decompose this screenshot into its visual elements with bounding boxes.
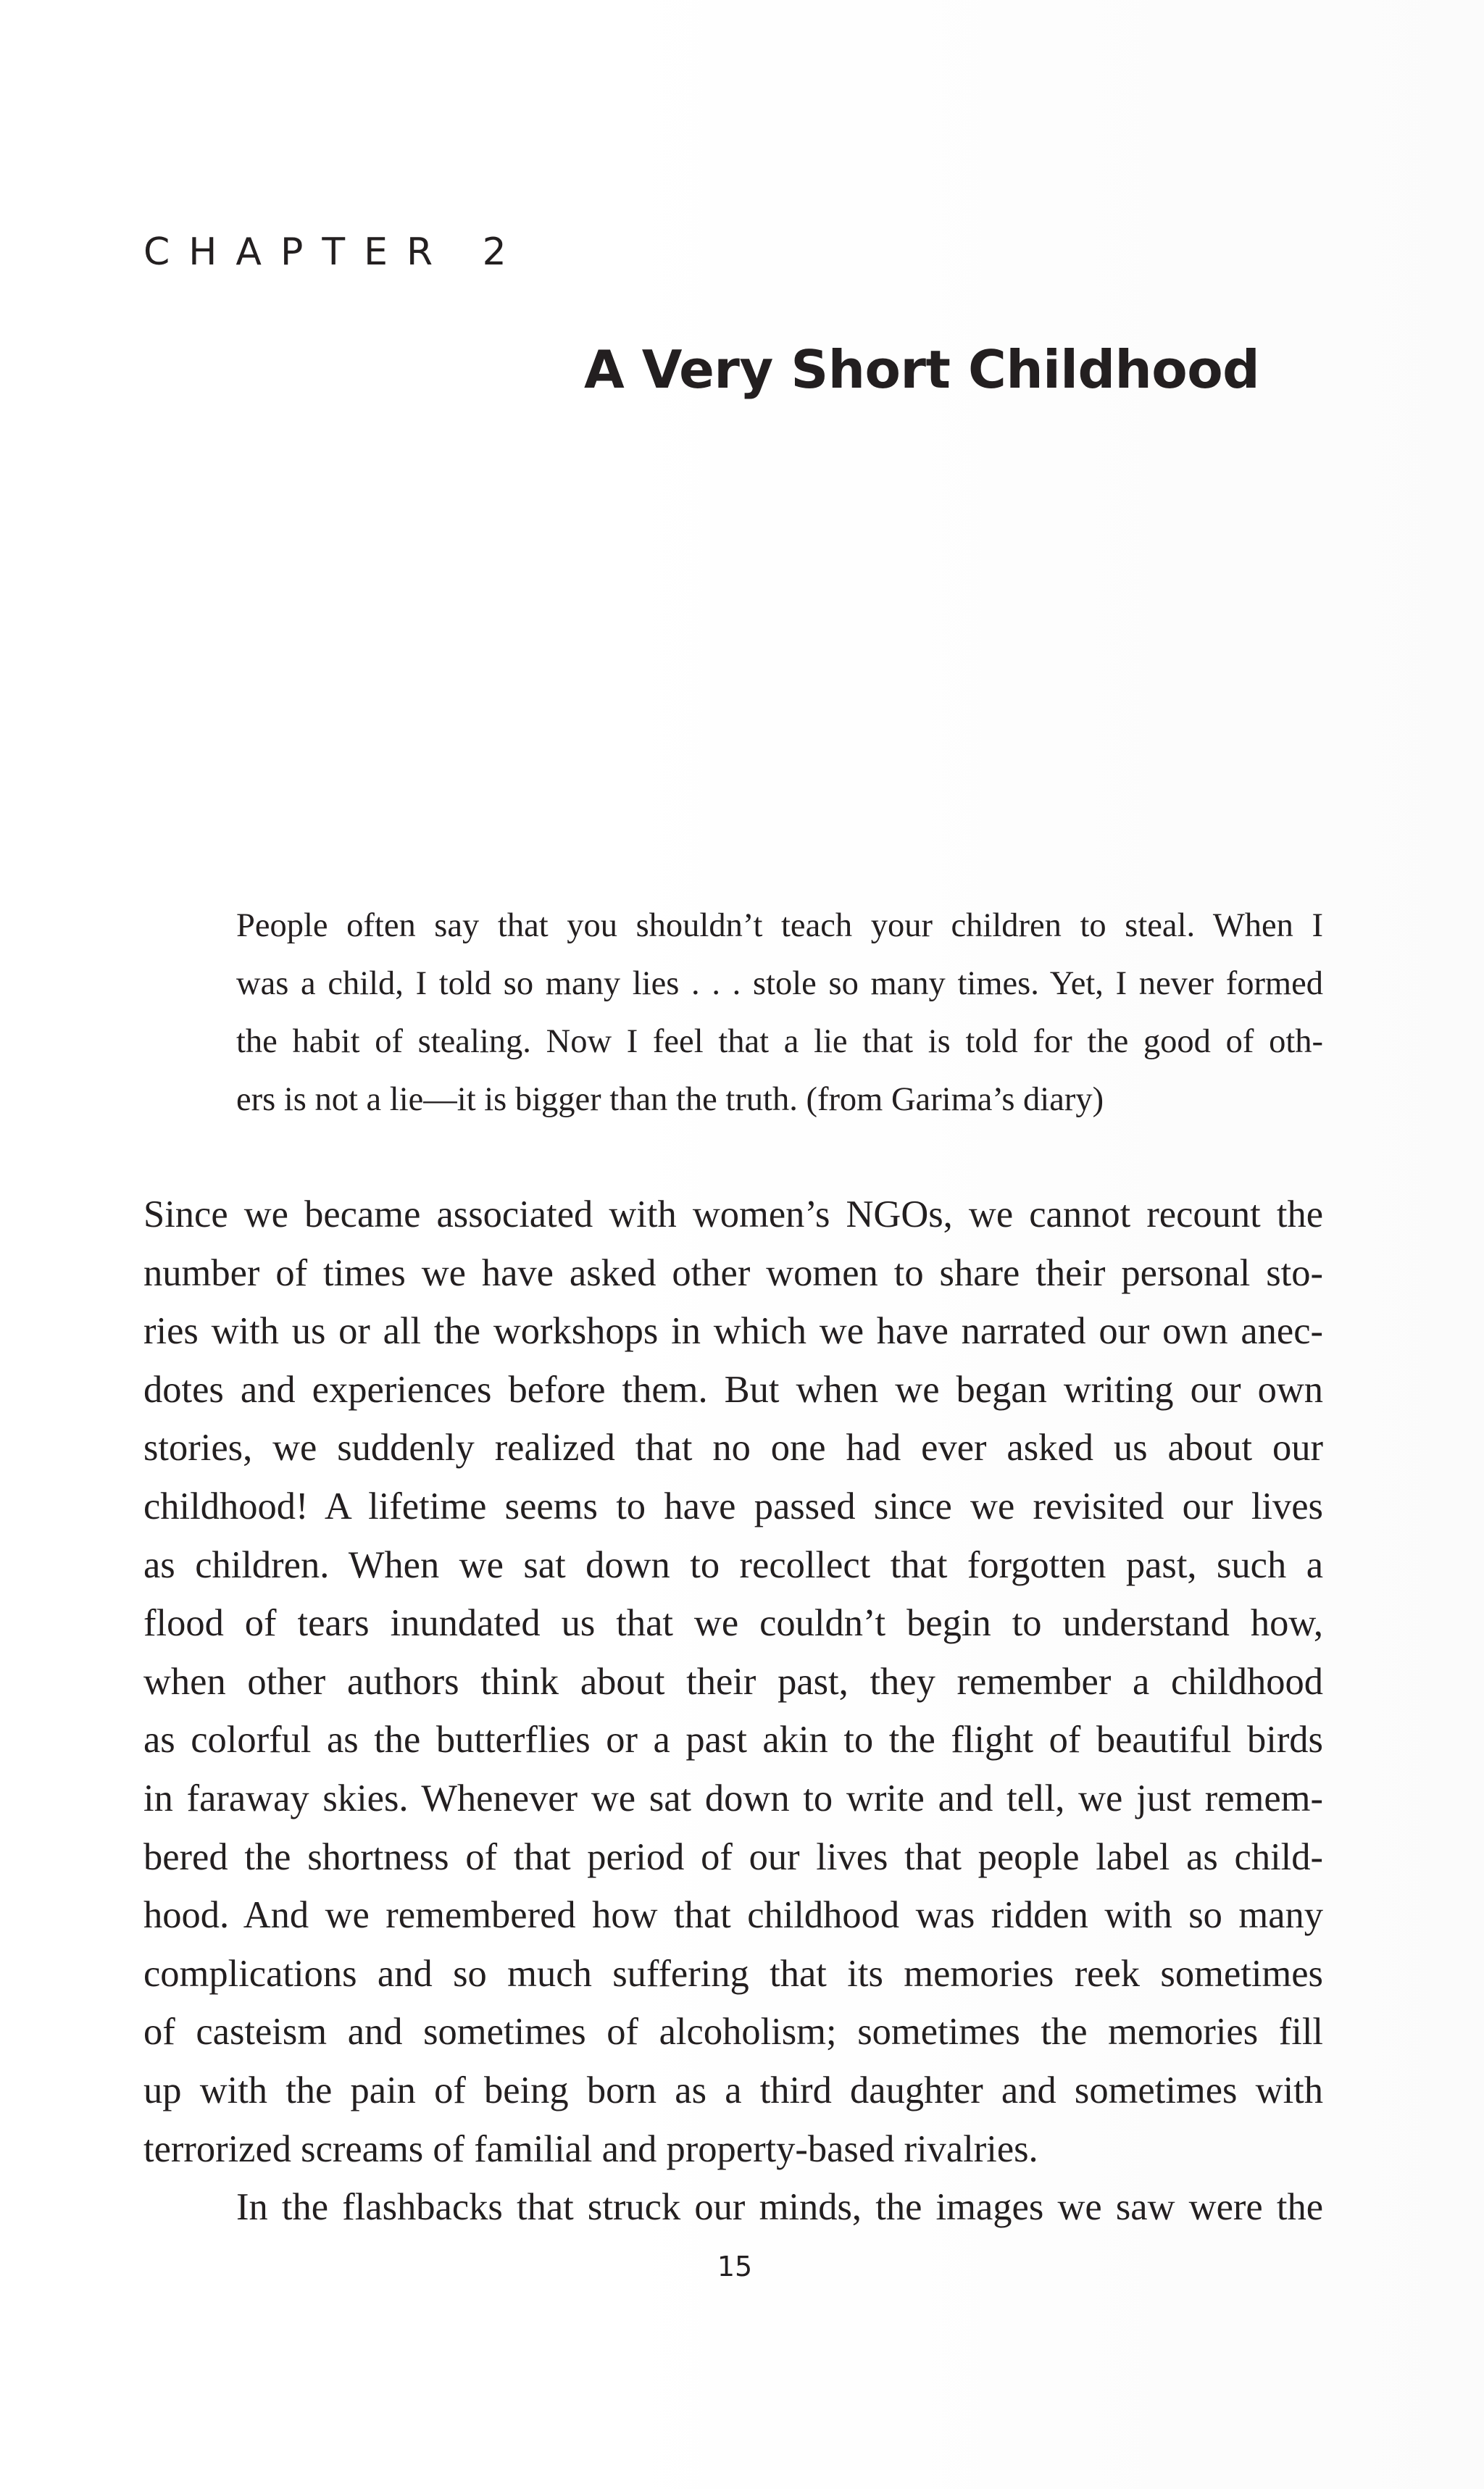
body-line: flood of tears inundated us that we couldn’t begin to understand how, [143, 1602, 1323, 1645]
body-line: childhood! A lifetime seems to have passed since we revisited our lives [143, 1485, 1323, 1527]
body-line: terrorized screams of familial and property-based rivalries. [143, 2127, 1038, 2170]
body-line: stories, we suddenly realized that no one had ever asked us about our [143, 1427, 1323, 1469]
body-line: hood. And we remembered how that childhood was ridden with so many [143, 1894, 1323, 1937]
epigraph-line: ers is not a lie—it is bigger than the truth. (from Garima’s diary) [236, 1081, 1104, 1118]
body-line: as colorful as the butterflies or a past akin to the flight of beautiful birds [143, 1719, 1323, 1762]
epigraph-line: was a child, I told so many lies . . . stole so many times. Yet, I never formed [236, 965, 1323, 1002]
body-line: up with the pain of being born as a third daughter and sometimes with [143, 2069, 1323, 2111]
epigraph [236, 897, 1323, 1129]
chapter-title: A Very Short Childhood [584, 339, 1260, 400]
body-line: in faraway skies. Whenever we sat down to write and tell, we just remem- [143, 1777, 1323, 1819]
body-line: bered the shortness of that period of our lives that people label as child- [143, 1835, 1323, 1878]
body-line: complications and so much suffering that its memories reek sometimes [143, 1952, 1323, 1995]
body-line: number of times we have asked other women to share their personal sto- [143, 1251, 1323, 1294]
body-line: ries with us or all the workshops in which we have narrated our own anec- [143, 1310, 1323, 1353]
page-number: 15 [717, 2251, 753, 2282]
body-line: In the flashbacks that struck our minds, the images we saw were the [236, 2186, 1323, 2229]
body-line: of casteism and sometimes of alcoholism; sometimes the memories fill [143, 2011, 1323, 2054]
body-line: Since we became associated with women’s NGOs, we cannot recount the [143, 1193, 1323, 1235]
body-line: dotes and experiences before them. But when we began writing our own [143, 1368, 1323, 1411]
epigraph-line: the habit of stealing. Now I feel that a lie that is told for the good of oth- [236, 1023, 1323, 1060]
body-line: as children. When we sat down to recollect that forgotten past, such a [143, 1543, 1323, 1586]
chapter-label: CHAPTER 2 [143, 230, 525, 274]
body-line: when other authors think about their past, they remember a childhood [143, 1660, 1323, 1703]
epigraph-line: People often say that you shouldn’t teach your children to steal. When I [236, 907, 1323, 944]
body-text [143, 1185, 1323, 2237]
